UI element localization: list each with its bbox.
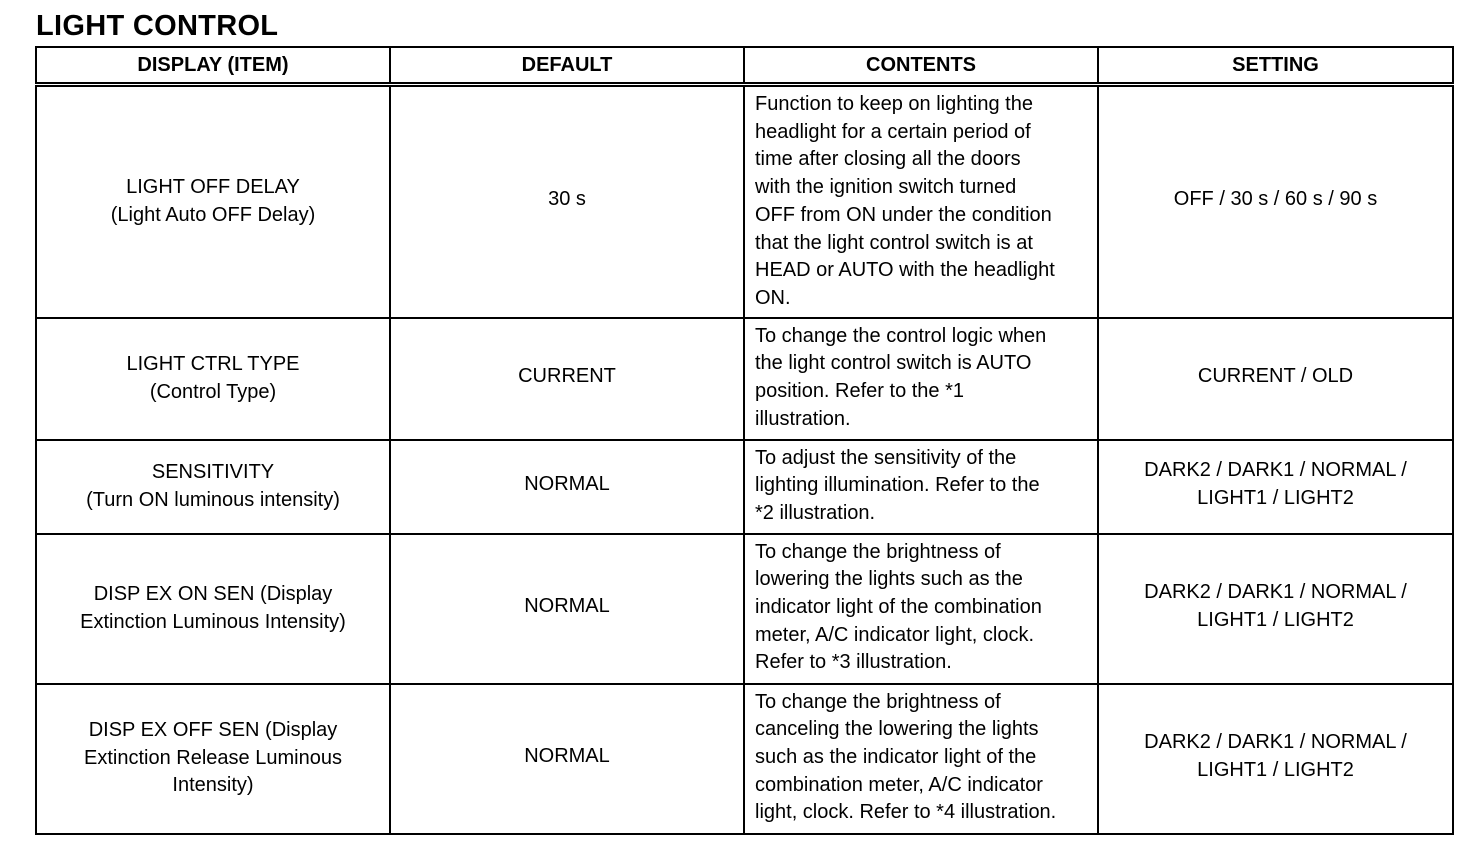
contents-cell: Function to keep on lighting the headlight for a certain period of time after closing all the doors with the ignition switch turned OFF from ON under the condition that the light control switch is at HEAD or AUTO with the headlight ON. xyxy=(744,85,1098,318)
header-display-item: DISPLAY (ITEM) xyxy=(36,47,390,85)
table-row xyxy=(36,318,1453,440)
setting-cell: OFF / 30 s / 60 s / 90 s xyxy=(1098,85,1453,318)
table-row xyxy=(36,85,1453,318)
display-item-cell: SENSITIVITY (Turn ON luminous intensity) xyxy=(36,440,390,534)
table-row xyxy=(36,684,1453,834)
display-item-cell: LIGHT CTRL TYPE (Control Type) xyxy=(36,318,390,440)
setting-cell: DARK2 / DARK1 / NORMAL / LIGHT1 / LIGHT2 xyxy=(1098,684,1453,834)
header-default: DEFAULT xyxy=(390,47,744,85)
table-row xyxy=(36,440,1453,534)
setting-cell: CURRENT / OLD xyxy=(1098,318,1453,440)
display-item-cell: LIGHT OFF DELAY (Light Auto OFF Delay) xyxy=(36,85,390,318)
header-setting: SETTING xyxy=(1098,47,1453,85)
contents-cell: To adjust the sensitivity of the lighting illumination. Refer to the *2 illustration. xyxy=(744,440,1098,534)
default-cell: NORMAL xyxy=(390,534,744,684)
display-item-cell: DISP EX OFF SEN (Display Extinction Release Luminous Intensity) xyxy=(36,684,390,834)
default-cell: 30 s xyxy=(390,85,744,318)
display-item-cell: DISP EX ON SEN (Display Extinction Luminous Intensity) xyxy=(36,534,390,684)
default-cell: NORMAL xyxy=(390,684,744,834)
default-cell: CURRENT xyxy=(390,318,744,440)
contents-cell: To change the control logic when the light control switch is AUTO position. Refer to the *1 illustration. xyxy=(744,318,1098,440)
header-row xyxy=(36,47,1453,85)
light-control-table xyxy=(35,46,1454,835)
setting-cell: DARK2 / DARK1 / NORMAL / LIGHT1 / LIGHT2 xyxy=(1098,440,1453,534)
default-cell: NORMAL xyxy=(390,440,744,534)
contents-cell: To change the brightness of canceling the lowering the lights such as the indicator light of the combination meter, A/C indicator light, clock. Refer to *4 illustration. xyxy=(744,684,1098,834)
contents-cell: To change the brightness of lowering the lights such as the indicator light of the combination meter, A/C indicator light, clock. Refer to *3 illustration. xyxy=(744,534,1098,684)
table-row xyxy=(36,534,1453,684)
page-title: LIGHT CONTROL xyxy=(36,10,279,42)
header-contents: CONTENTS xyxy=(744,47,1098,85)
setting-cell: DARK2 / DARK1 / NORMAL / LIGHT1 / LIGHT2 xyxy=(1098,534,1453,684)
